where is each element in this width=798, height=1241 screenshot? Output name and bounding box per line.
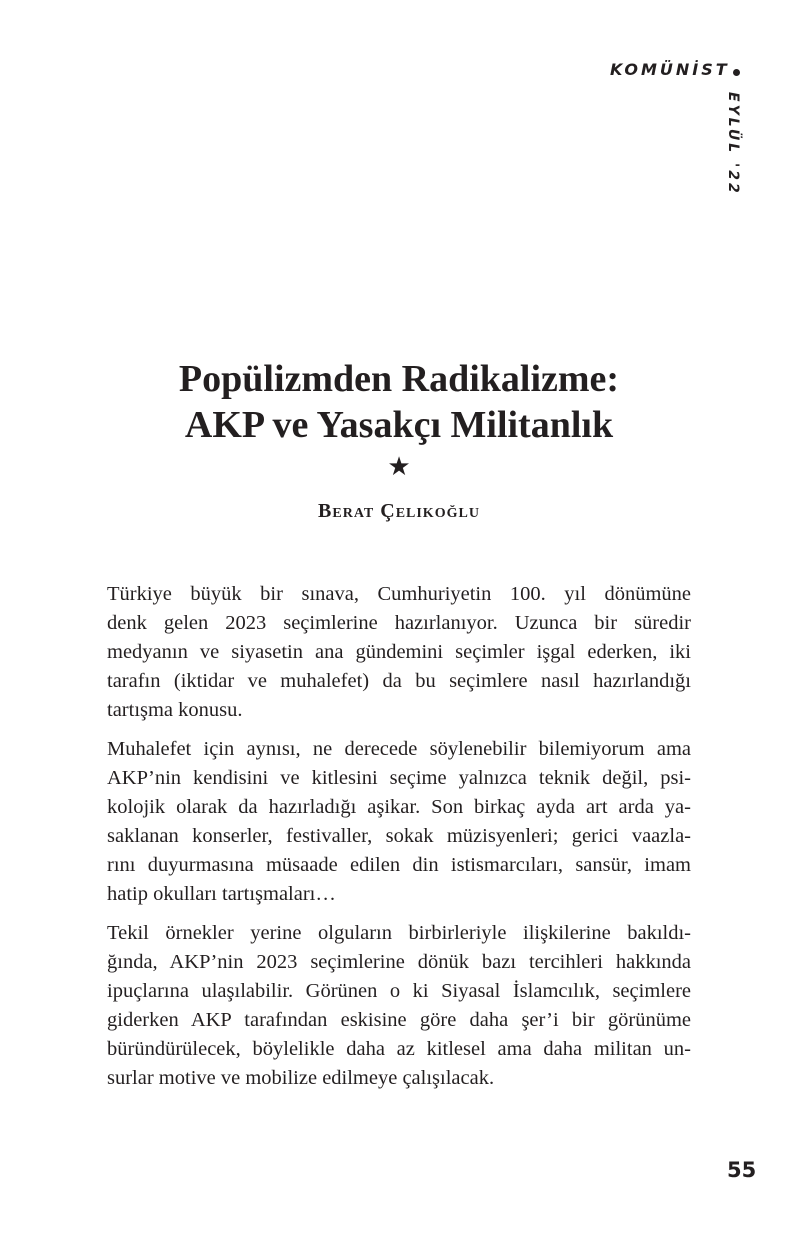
- magazine-name: KOMÜNİST: [610, 60, 730, 79]
- text-line: ğında, AKP’nin 2023 seçimlerine dönük bazı tercihleri hakkında: [107, 951, 691, 973]
- text-line: surlar motive ve mobilize edilmeye çalışılacak.: [107, 1067, 495, 1089]
- paragraph: [107, 919, 691, 1093]
- text-line: hatip okulları tartışmaları…: [107, 883, 336, 905]
- article-author: Berat Çelikoğlu: [318, 500, 480, 522]
- article-title: [0, 356, 798, 448]
- paragraph: [107, 735, 691, 909]
- paragraph: [107, 580, 691, 725]
- text-line: ipuçlarına ulaşılabilir. Görünen o ki Siyasal İslamcılık, seçimlere: [107, 980, 691, 1002]
- text-line: AKP’nin kendisini ve kitlesini seçime yalnızca teknik değil, psi-: [107, 767, 691, 789]
- issue-date: EYLÜL '22: [725, 92, 741, 196]
- page-number: 55: [727, 1158, 757, 1182]
- text-line: tarafın (iktidar ve muhalefet) da bu seçimlere nasıl hazırlandığı: [107, 670, 691, 692]
- text-line: tartışma konusu.: [107, 699, 243, 721]
- title-line: AKP ve Yasakçı Militanlık: [184, 404, 614, 446]
- text-line: giderken AKP tarafından eskisine göre daha şer’i bir görünüme: [107, 1009, 691, 1031]
- text-line: Türkiye büyük bir sınava, Cumhuriyetin 100. yıl dönümüne: [107, 583, 691, 605]
- separator-dot: [733, 69, 740, 76]
- text-line: Muhalefet için aynısı, ne derecede söylenebilir bilemiyorum ama: [107, 738, 691, 760]
- text-line: rını duyurmasına müsaade edilen din istismarcıları, sansür, imam: [107, 854, 691, 876]
- text-line: medyanın ve siyasetin ana gündemini seçimler işgal ederken, iki: [107, 641, 691, 663]
- text-line: büründürülecek, böylelikle daha az kitlesel ama daha militan un-: [107, 1038, 691, 1060]
- text-line: saklanan konserler, festivaller, sokak müzisyenleri; gerici vaazla-: [107, 825, 691, 847]
- star-icon: ★: [387, 452, 411, 481]
- article-body: [107, 580, 691, 1103]
- text-line: denk gelen 2023 seçimlerine hazırlanıyor. Uzunca bir süredir: [107, 612, 691, 634]
- text-line: Tekil örnekler yerine olguların birbirleriyle ilişkilerine bakıldı-: [107, 922, 691, 944]
- title-line: Popülizmden Radikalizme:: [178, 358, 620, 400]
- text-line: kolojik olarak da hazırladığı aşikar. Son birkaç ayda art arda ya-: [107, 796, 691, 818]
